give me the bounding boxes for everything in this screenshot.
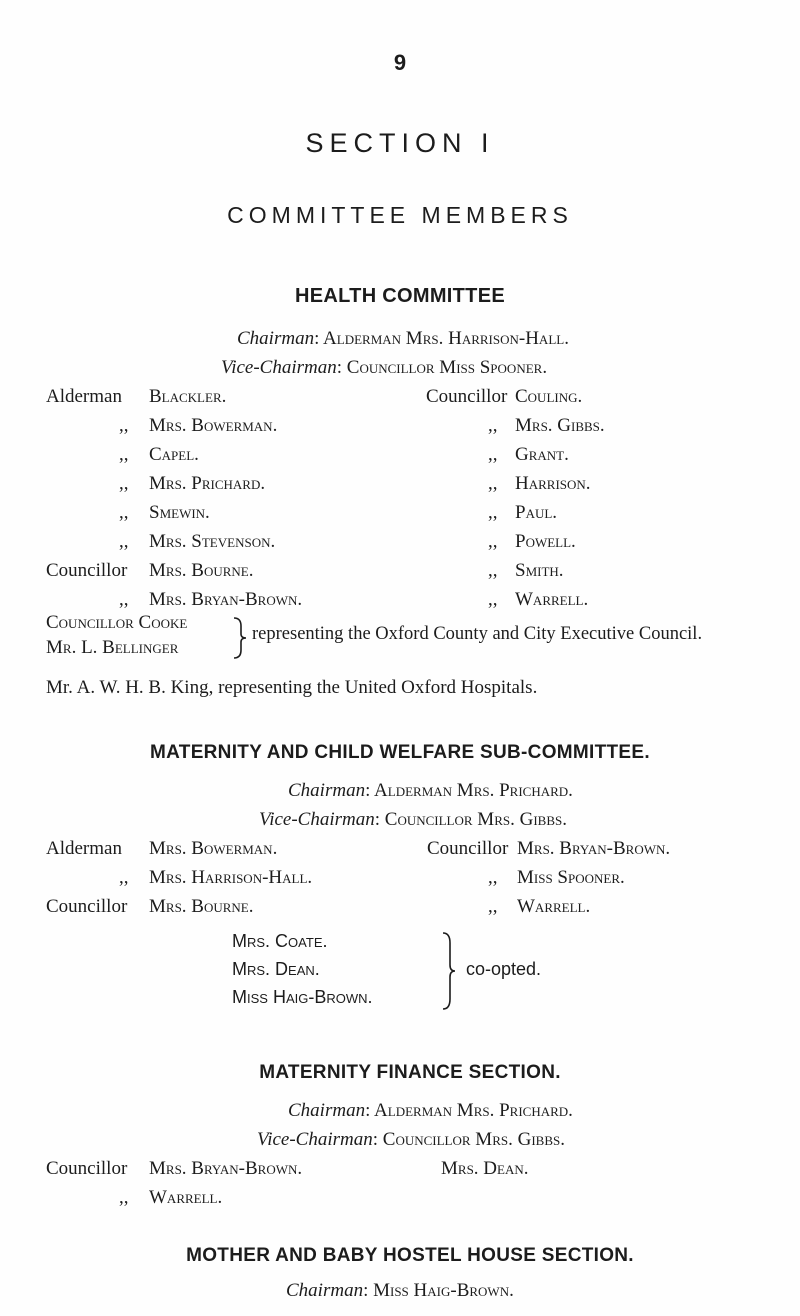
rep-bellinger: Mr. L. Bellinger [46,637,179,658]
member-name: Mrs. Stevenson. [149,531,276,552]
member-name: Mrs. Harrison-Hall. [149,867,313,888]
member-title: Councillor [46,896,128,917]
member-title: ,, [488,415,498,436]
member-name: Grant. [515,444,569,465]
chairman-value: : Miss Haig-Brown. [363,1280,514,1301]
member-title: Alderman [46,838,122,859]
member-title: Councillor [426,386,508,407]
member-name: Mrs. Gibbs. [515,415,605,436]
vice-chairman-value: : Councillor Miss Spooner. [336,357,548,378]
member-name: Miss Spooner. [517,867,625,888]
maternity-chairman [288,780,573,802]
member-name: Mrs. Bryan-Brown. [149,589,303,610]
health-heading: HEALTH COMMITTEE [295,285,505,307]
section-title: SECTION I [305,128,495,158]
member-title: Councillor [427,838,509,859]
king-line [46,677,537,699]
right-brace-icon [441,931,457,1011]
vice-chairman-value: : Councillor Mrs. Gibbs. [372,1129,565,1150]
member-name: Couling. [515,386,583,407]
rep-cooke: Councillor Cooke [46,612,188,633]
health-vice-chairman [221,357,547,379]
member-name: Paul. [515,502,558,523]
section-subtitle: COMMITTEE MEMBERS [227,202,573,228]
member-title: ,, [119,502,129,523]
finance-heading: MATERNITY FINANCE SECTION. [259,1062,561,1083]
member-name: Warrell. [515,589,589,610]
member-title: ,, [119,867,129,888]
member-name: Smith. [515,560,564,581]
finance-vice-chairman [257,1129,565,1151]
member-title: ,, [488,502,498,523]
member-name: Mrs. Prichard. [149,473,266,494]
chairman-value: : Alderman Mrs. Prichard. [365,780,573,801]
member-name: Mrs. Dean. [441,1158,529,1179]
member-title: ,, [488,560,498,581]
member-name: Warrell. [149,1187,223,1208]
chairman-value: : Alderman Mrs. Prichard. [365,1100,573,1121]
coopted-name: Mrs. Coate. [232,931,328,951]
chairman-label: Chairman [288,780,366,801]
page-number: 9 [393,50,407,75]
finance-chairman [288,1100,573,1122]
member-name: Blackler. [149,386,227,407]
coopted-name: Miss Haig-Brown. [232,987,373,1007]
member-title: ,, [488,473,498,494]
maternity-vice-chairman [259,809,567,831]
member-title: Councillor [46,1158,128,1179]
member-name: Smewin. [149,502,210,523]
member-name: Warrell. [517,896,591,917]
member-name: Capel. [149,444,199,465]
member-name: Mrs. Bryan-Brown. [149,1158,303,1179]
member-name: Mrs. Bryan-Brown. [517,838,671,859]
member-title: ,, [119,415,129,436]
member-title: ,, [119,531,129,552]
vice-chairman-label: Vice-Chairman [257,1129,373,1150]
member-title: Alderman [46,386,122,407]
member-name: Mrs. Bourne. [149,560,254,581]
member-title: ,, [488,867,498,888]
king-text: Mr. A. W. H. B. King, representing the United Oxford Hospitals. [46,677,538,698]
member-name: Mrs. Bowerman. [149,838,278,859]
chairman-label: Chairman [286,1280,364,1301]
coopted-name: Mrs. Dean. [232,959,320,979]
rep-text: representing the Oxford County and City Executive Council. [252,624,703,644]
member-title: ,, [488,531,498,552]
chairman-label: Chairman [237,328,315,349]
member-title: ,, [119,589,129,610]
member-title: ,, [488,896,498,917]
chairman-value: : Alderman Mrs. Harrison-Hall. [314,328,569,349]
health-chairman [237,328,569,350]
chairman-label: Chairman [288,1100,366,1121]
member-title: ,, [488,444,498,465]
member-title: ,, [488,589,498,610]
member-title: ,, [119,444,129,465]
vice-chairman-label: Vice-Chairman [259,809,375,830]
vice-chairman-value: : Councillor Mrs. Gibbs. [374,809,567,830]
member-name: Mrs. Bowerman. [149,415,278,436]
member-title: Councillor [46,560,128,581]
hostel-chairman [286,1280,514,1302]
member-title: ,, [119,1187,129,1208]
maternity-heading: MATERNITY AND CHILD WELFARE SUB-COMMITTEE. [150,742,650,763]
hostel-heading: MOTHER AND BABY HOSTEL HOUSE SECTION. [186,1245,634,1266]
member-name: Harrison. [515,473,591,494]
vice-chairman-label: Vice-Chairman [221,357,337,378]
member-title: ,, [119,473,129,494]
right-brace-icon [232,616,248,660]
member-name: Powell. [515,531,576,552]
coopted-label: co-opted. [466,959,542,979]
member-name: Mrs. Bourne. [149,896,254,917]
